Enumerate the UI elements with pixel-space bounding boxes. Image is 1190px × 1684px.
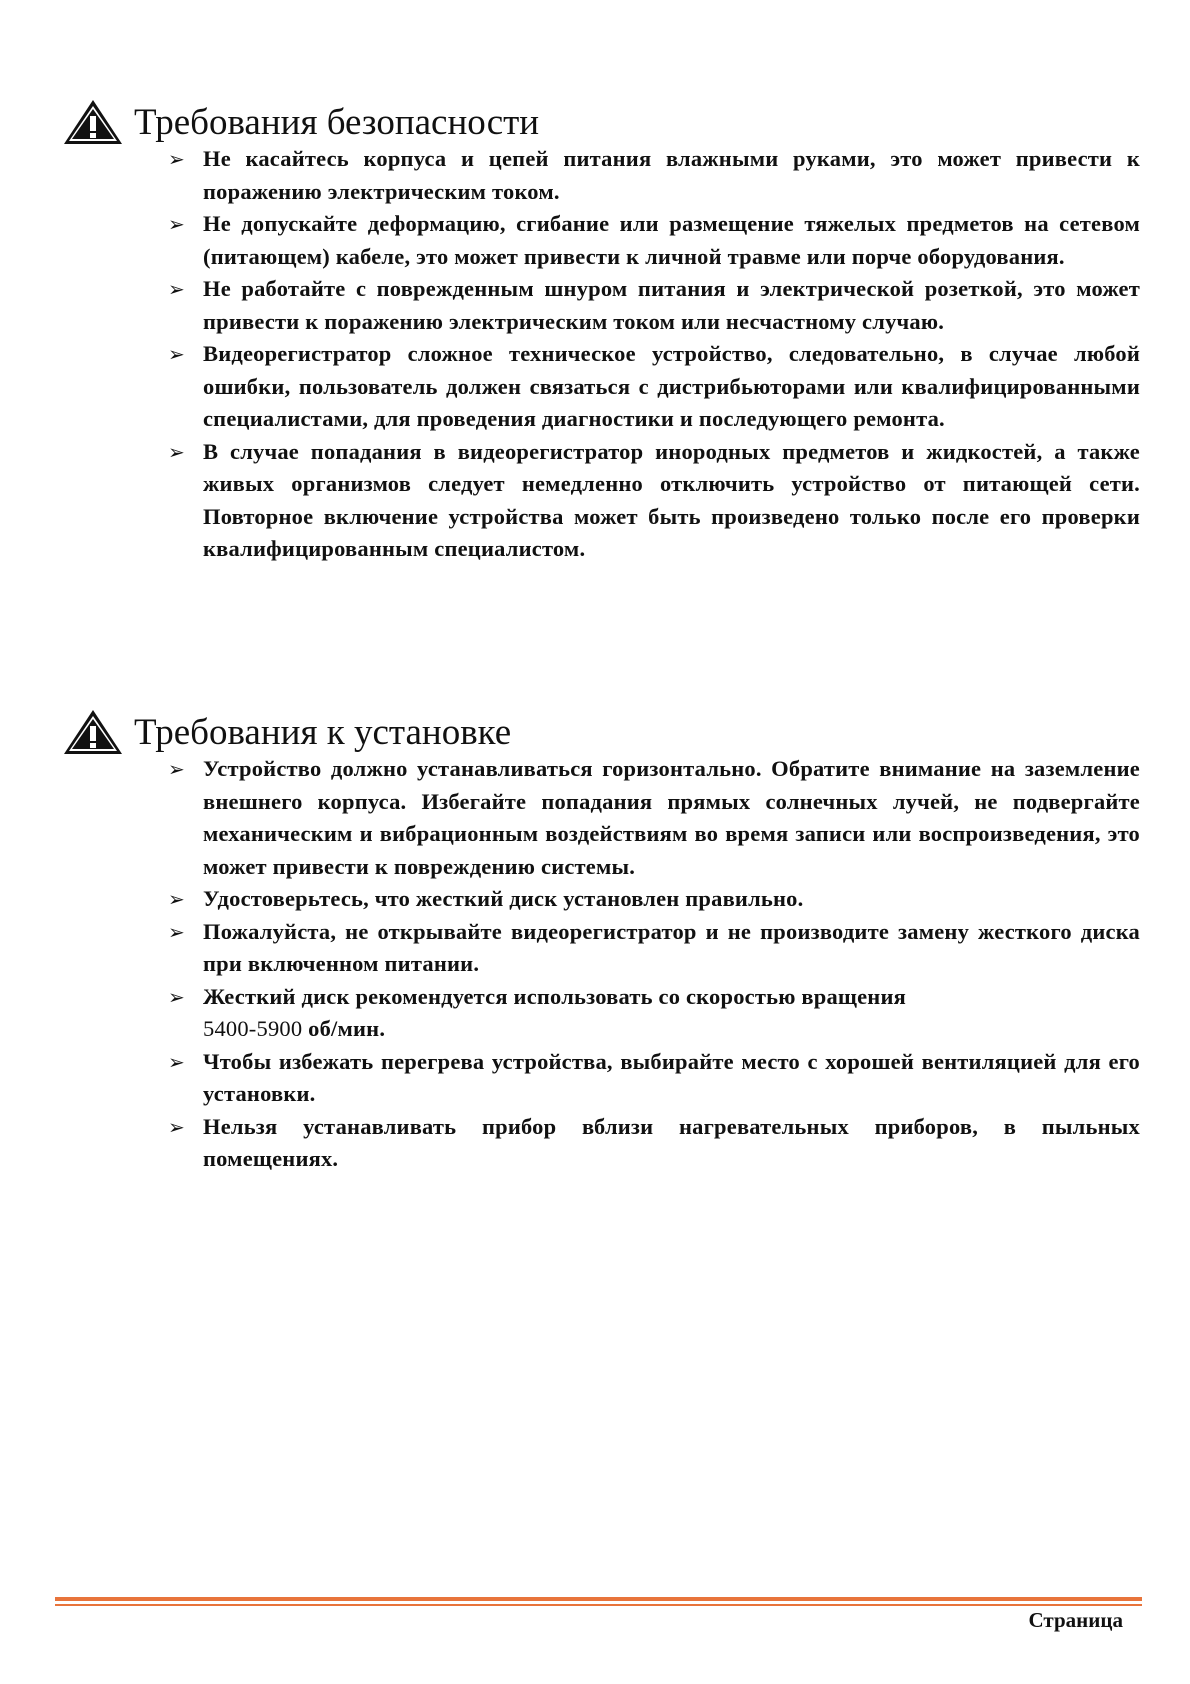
arrowhead-bullet-icon: ➢: [168, 1114, 185, 1139]
installation-title-text: Требования к установке: [134, 711, 512, 753]
arrowhead-bullet-icon: ➢: [168, 439, 185, 464]
arrowhead-bullet-icon: ➢: [168, 757, 185, 781]
list-item: ➢ Не касайтесь корпуса и цепей питания влажными руками, это может привести к поражению электрическим током.: [168, 143, 1140, 208]
warning-triangle-icon: [62, 98, 124, 146]
arrowhead-bullet-icon: ➢: [168, 342, 185, 366]
arrowhead-bullet-icon: ➢: [168, 212, 185, 236]
arrowhead-bullet-icon: ➢: [168, 1049, 185, 1074]
list-item: [168, 981, 1140, 1046]
arrowhead-bullet-icon: ➢: [168, 984, 185, 1009]
list-item: ➢ Не работайте с поврежденным шнуром питания и электрической розеткой, это может привести к поражению электрическим током или несчастному случаю.: [168, 273, 1140, 338]
list-item: ➢ Не допускайте деформацию, сгибание или размещение тяжелых предметов на сетевом (питающем) кабеле, это может привести к личной травме или порче оборудования.: [168, 208, 1140, 273]
installation-title: [62, 708, 511, 756]
hdd-speed-unit: об/мин.: [308, 1016, 386, 1041]
list-item: ➢ Чтобы избежать перегрева устройства, выбирайте место с хорошей вентиляцией для его установки.: [168, 1046, 1140, 1111]
hdd-speed-text: Жесткий диск рекомендуется использовать со скоростью вращения: [203, 983, 907, 1009]
safety-list: [168, 143, 1140, 566]
page-label: Страница: [1028, 1608, 1123, 1632]
safety-title: [62, 98, 539, 146]
arrowhead-bullet-icon: ➢: [168, 887, 185, 911]
list-item: ➢ Устройство должно устанавливаться горизонтально. Обратите внимание на заземление внешнего корпуса. Избегайте попадания прямых солнечных лучей, не подвергайте механическим и вибрационным воздействиям во время записи или воспроизведения, это может привести к повреждению системы.: [168, 753, 1140, 883]
footer-rule-thick: [55, 1597, 1142, 1601]
list-item: ➢ Нельзя устанавливать прибор вблизи нагревательных приборов, в пыльных помещениях.: [168, 1111, 1140, 1176]
arrowhead-bullet-icon: ➢: [168, 919, 185, 944]
list-item: ➢ Удостоверьтесь, что жесткий диск установлен правильно.: [168, 883, 1140, 916]
list-item: ➢ В случае попадания в видеорегистратор инородных предметов и жидкостей, а также живых организмов следует немедленно отключить устройство от питающей сети. Повторное включение устройства может быть произведено только после его проверки квалифицированным специалистом.: [168, 436, 1140, 566]
list-item: ➢ Пожалуйста, не открывайте видеорегистратор и не производите замену жесткого диска при включенном питании.: [168, 916, 1140, 981]
installation-list: [168, 753, 1140, 1176]
safety-title-text: Требования безопасности: [134, 101, 540, 143]
hdd-speed-value: 5400-5900: [203, 1016, 303, 1041]
warning-triangle-icon: [62, 708, 124, 756]
arrowhead-bullet-icon: ➢: [168, 147, 185, 171]
list-item: ➢ Видеорегистратор сложное техническое устройство, следовательно, в случае любой ошибки, пользователь должен связаться с дистрибьюторами или квалифицированными специалистами, для проведения диагностики и последующего ремонта.: [168, 338, 1140, 436]
footer-rule-thin: [55, 1604, 1142, 1606]
arrowhead-bullet-icon: ➢: [168, 277, 185, 301]
